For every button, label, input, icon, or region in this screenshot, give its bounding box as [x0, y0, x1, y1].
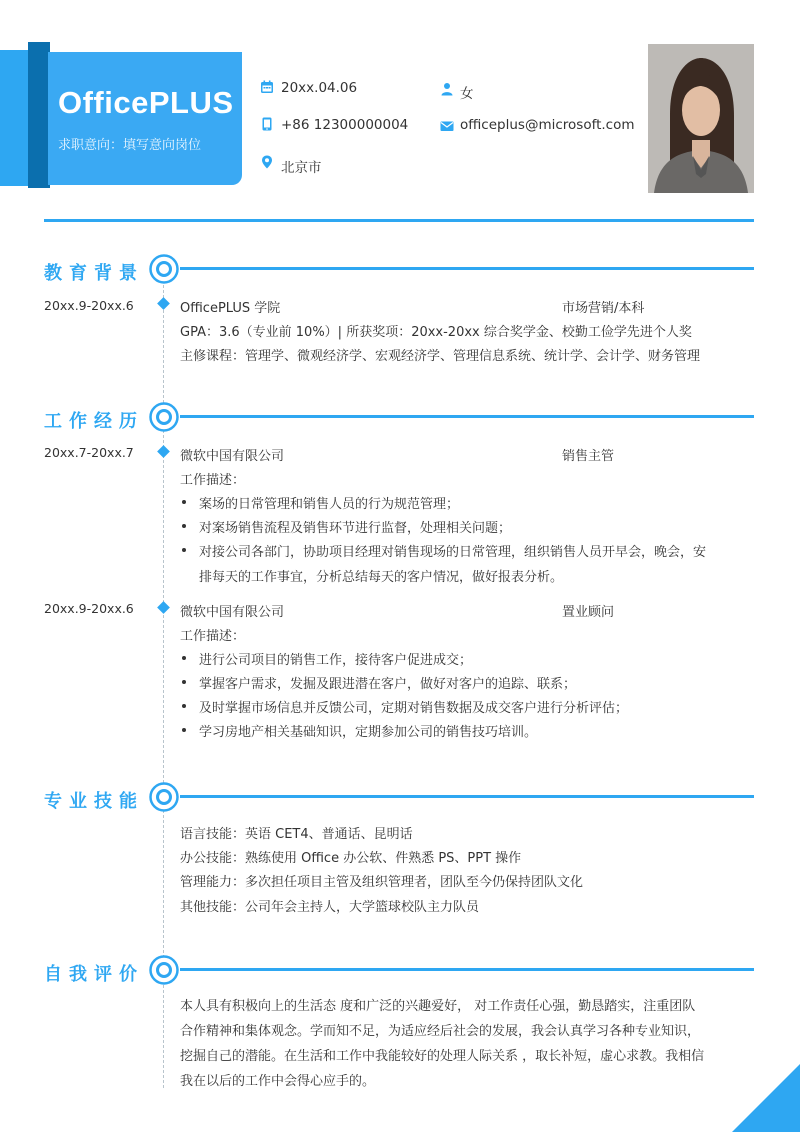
self-evaluation-line: 本人具有积极向上的生活态 度和广泛的兴趣爱好， 对工作责任心强，勤恳踏实，注重团队 [180, 999, 696, 1014]
job-bullet: 对接公司各部门，协助项目经理对销售现场的日常管理，组织销售人员开早会，晚会，安 [199, 545, 707, 560]
education-gpa: GPA：3.6（专业前 10%）| 所获奖项：20xx-20xx 综合奖学金、校勤工俭学先进个人奖 [180, 325, 692, 340]
job-bullet-continued: 排每天的工作事宜，分析总结每天的客户情况，做好报表分析。 [199, 570, 564, 585]
job-company: 微软中国有限公司 [180, 449, 285, 464]
job-intention: 求职意向：填写意向岗位 [58, 138, 202, 153]
bullet-dot [182, 680, 186, 684]
education-school: OfficePLUS 学院 [180, 301, 281, 316]
skill-line: 管理能力：多次担任项目主管及组织管理者，团队至今仍保持团队文化 [180, 875, 584, 890]
section-marker-icon [148, 954, 180, 986]
city: 北京市 [281, 160, 322, 176]
job-desc-label: 工作描述： [180, 629, 246, 644]
self-evaluation-line: 我在以后的工作中会得心应手的。 [180, 1074, 376, 1089]
self-evaluation-line: 合作精神和集体观念。学而知不足，为适应经后社会的发展，我会认真学习各种专业知识， [180, 1024, 701, 1039]
section-title-skills: 专业技能 [44, 791, 144, 812]
section-title-self-evaluation: 自我评价 [44, 964, 144, 985]
job-bullet: 进行公司项目的销售工作，接待客户促进成交； [199, 653, 473, 668]
job-bullet: 对案场销售流程及销售环节进行监督，处理相关问题； [199, 521, 512, 536]
timeline-diamond [157, 445, 170, 458]
job-bullet: 及时掌握市场信息并反馈公司，定期对销售数据及成交客户进行分析评估； [199, 701, 629, 716]
phone: +86 12300000004 [281, 117, 409, 133]
calendar-icon [260, 80, 274, 94]
location-icon [260, 155, 274, 169]
bullet-dot [182, 656, 186, 660]
skill-line: 办公技能：熟练使用 Office 办公软、件熟悉 PS、PPT 操作 [180, 851, 522, 866]
resume-name: OfficePLUS [58, 85, 234, 120]
bullet-dot [182, 548, 186, 552]
job-bullet: 学习房地产相关基础知识，定期参加公司的销售技巧培训。 [199, 725, 538, 740]
section-marker-icon [148, 253, 180, 285]
mail-icon [440, 119, 454, 133]
education-courses: 主修课程：管理学、微观经济学、宏观经济学、管理信息系统、统计学、会计学、财务管理 [180, 349, 701, 364]
section-title-education: 教育背景 [44, 263, 144, 284]
header-ribbon-fold [28, 42, 50, 188]
skill-line: 语言技能：英语 CET4、普通话、昆明话 [180, 827, 413, 842]
section-marker-icon [148, 781, 180, 813]
timeline-diamond [157, 601, 170, 614]
section-marker-icon [148, 401, 180, 433]
bullet-dot [182, 704, 186, 708]
header-ribbon [0, 50, 28, 186]
section-title-work: 工作经历 [44, 411, 144, 432]
job-bullet: 掌握客户需求，发掘及跟进潜在客户，做好对客户的追踪、联系； [199, 677, 577, 692]
birthday: 20xx.04.06 [281, 80, 358, 96]
education-date: 20xx.9-20xx.6 [44, 298, 134, 313]
job-company: 微软中国有限公司 [180, 605, 285, 620]
job-date: 20xx.7-20xx.7 [44, 445, 134, 460]
email: officeplus@microsoft.com [460, 117, 635, 133]
job-desc-label: 工作描述： [180, 473, 246, 488]
skill-line: 其他技能：公司年会主持人，大学篮球校队主力队员 [180, 900, 480, 915]
portrait-image [648, 44, 754, 193]
gender: 女 [460, 86, 474, 102]
job-bullet: 案场的日常管理和销售人员的行为规范管理； [199, 497, 460, 512]
corner-decoration [732, 1064, 800, 1132]
user-icon [440, 82, 454, 96]
bullet-dot [182, 500, 186, 504]
job-position: 置业顾问 [562, 605, 615, 620]
section-line [180, 415, 754, 418]
self-evaluation-line: 挖掘自己的潜能。在生活和工作中我能较好的处理人际关系 ，取长补短，虚心求教。我相信 [180, 1049, 705, 1064]
education-major: 市场营销/本科 [562, 301, 645, 316]
bullet-dot [182, 728, 186, 732]
job-position: 销售主管 [562, 449, 615, 464]
profile-photo [648, 44, 754, 193]
section-line [180, 795, 754, 798]
section-line [180, 968, 754, 971]
phone-icon [260, 117, 274, 131]
job-date: 20xx.9-20xx.6 [44, 601, 134, 616]
bullet-dot [182, 524, 186, 528]
section-line [180, 267, 754, 270]
timeline-diamond [157, 297, 170, 310]
header-divider [44, 219, 754, 222]
